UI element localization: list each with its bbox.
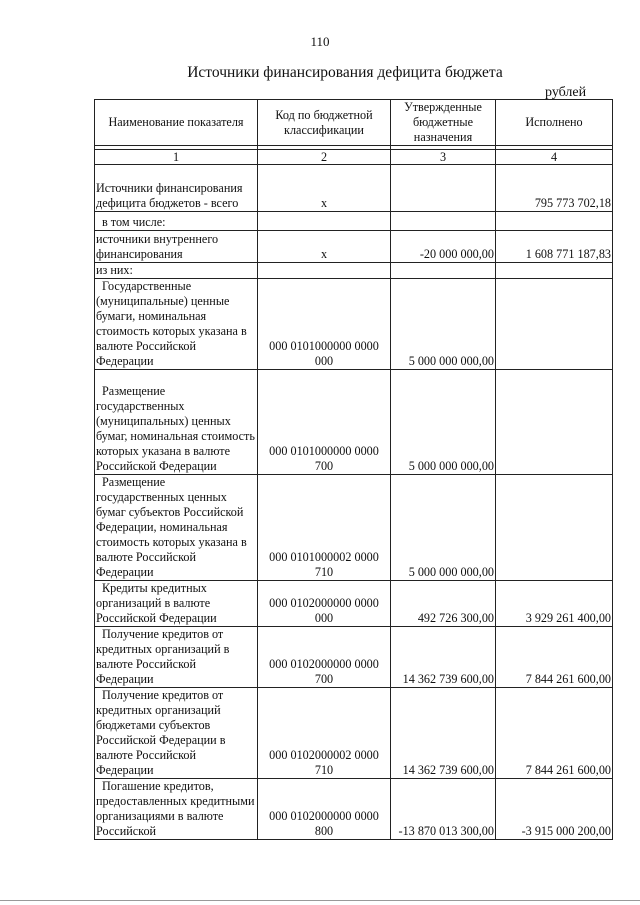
row-code: 000 0101000000 0000 700 <box>258 370 391 475</box>
row-executed <box>496 370 613 475</box>
page-number: 110 <box>310 34 330 49</box>
row-approved: 492 726 300,00 <box>391 581 496 627</box>
row-approved <box>391 263 496 279</box>
row-name: Размещение государственных (муниципальных) ценных бумаг, номинальная стоимость которых указана в валюте Российской Федерации <box>95 370 258 475</box>
header-name: Наименование показателя <box>95 100 258 146</box>
row-approved: 5 000 000 000,00 <box>391 370 496 475</box>
column-number-1: 1 <box>95 150 258 165</box>
header-approved: Утвержденные бюджетные назначения <box>391 100 496 146</box>
row-executed <box>496 279 613 370</box>
row-name: Государственные (муниципальные) ценные бумаги, номинальная стоимость которых указана в валюте Российской Федерации <box>95 279 258 370</box>
table-row <box>95 688 613 779</box>
row-approved: -13 870 013 300,00 <box>391 779 496 840</box>
row-name: Источники финансирования дефицита бюджетов - всего <box>95 165 258 212</box>
table-row <box>95 212 613 231</box>
table-row <box>95 165 613 212</box>
row-name: Размещение государственных ценных бумаг субъектов Российской Федерации, номинальная стоимость которых указана в валюте Российской Федерации <box>95 475 258 581</box>
table-row <box>95 475 613 581</box>
units-label: рублей <box>545 85 587 100</box>
table-row <box>95 581 613 627</box>
row-code: 000 0102000000 0000 000 <box>258 581 391 627</box>
header-executed: Исполнено <box>496 100 613 146</box>
row-name: Погашение кредитов, предоставленных кредитными организациями в валюте Российской <box>95 779 258 840</box>
row-name: Получение кредитов от кредитных организаций бюджетами субъектов Российской Федерации в валюте Российской Федерации <box>95 688 258 779</box>
row-executed: 7 844 261 600,00 <box>496 688 613 779</box>
row-approved <box>391 165 496 212</box>
row-code: 000 0102000000 0000 700 <box>258 627 391 688</box>
row-code <box>258 263 391 279</box>
row-code: 000 0102000002 0000 710 <box>258 688 391 779</box>
column-number-2: 2 <box>258 150 391 165</box>
row-approved: 14 362 739 600,00 <box>391 688 496 779</box>
row-name: в том числе: <box>95 212 258 231</box>
table-row <box>95 779 613 840</box>
row-name: Кредиты кредитных организаций в валюте Российской Федерации <box>95 581 258 627</box>
row-code: 000 0101000002 0000 710 <box>258 475 391 581</box>
row-approved: 5 000 000 000,00 <box>391 475 496 581</box>
row-approved: 14 362 739 600,00 <box>391 627 496 688</box>
row-executed: 795 773 702,18 <box>496 165 613 212</box>
row-name: Получение кредитов от кредитных организаций в валюте Российской Федерации <box>95 627 258 688</box>
header-code: Код по бюджетной классификации <box>258 100 391 146</box>
column-number-4: 4 <box>496 150 613 165</box>
row-executed: 3 929 261 400,00 <box>496 581 613 627</box>
page-bottom-edge <box>0 900 640 901</box>
column-numbers-row <box>95 150 613 165</box>
table-row <box>95 231 613 263</box>
column-number-3: 3 <box>391 150 496 165</box>
row-name: источники внутреннего финансирования <box>95 231 258 263</box>
row-approved <box>391 212 496 231</box>
row-code: 000 0102000000 0000 800 <box>258 779 391 840</box>
table-row <box>95 263 613 279</box>
row-executed <box>496 475 613 581</box>
row-approved: 5 000 000 000,00 <box>391 279 496 370</box>
row-code <box>258 212 391 231</box>
row-approved: -20 000 000,00 <box>391 231 496 263</box>
document-title: Источники финансирования дефицита бюджета <box>187 64 503 81</box>
table-row <box>95 370 613 475</box>
table-header-row <box>95 100 613 146</box>
row-executed: -3 915 000 200,00 <box>496 779 613 840</box>
row-name: из них: <box>95 263 258 279</box>
row-executed: 7 844 261 600,00 <box>496 627 613 688</box>
row-executed: 1 608 771 187,83 <box>496 231 613 263</box>
table-row <box>95 279 613 370</box>
row-code: 000 0101000000 0000 000 <box>258 279 391 370</box>
row-executed <box>496 212 613 231</box>
financing-sources-table <box>94 99 613 840</box>
row-code: х <box>258 231 391 263</box>
table-row <box>95 627 613 688</box>
row-code: х <box>258 165 391 212</box>
row-executed <box>496 263 613 279</box>
